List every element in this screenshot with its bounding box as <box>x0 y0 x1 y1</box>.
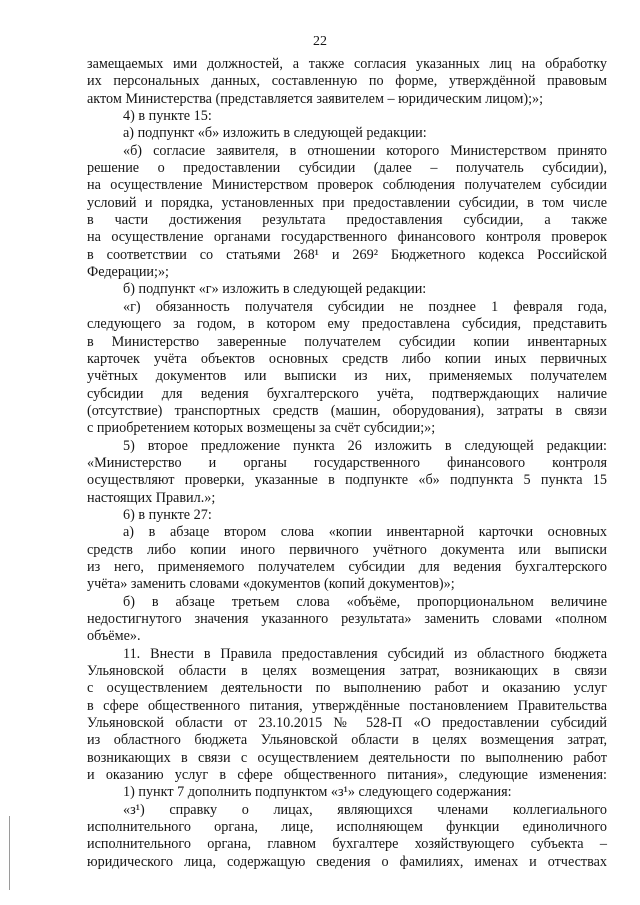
text-line: учётных документов или выписки из них, применяемых получателем <box>87 368 607 385</box>
text-line: исполнительного органа, лице, исполняющем функции единоличного <box>87 819 607 836</box>
text-line: в соответствии со статьями 268¹ и 269² Бюджетного кодекса Российской <box>87 246 607 263</box>
document-body <box>87 56 607 871</box>
text-line: 11. Внести в Правила предоставления субсидий из областного бюджета <box>123 645 607 662</box>
text-line: на осуществление Министерством проверок соблюдения получателем субсидии <box>87 177 607 194</box>
text-line: актом Министерства (представляется заявителем – юридическим лицом);»; <box>87 90 544 107</box>
text-line: исполнительного органа, главном бухгалтере хозяйствующего субъекта – <box>87 836 607 853</box>
text-line: «Министерство и органы государственного финансового контроля <box>87 454 607 471</box>
text-line: их персональных данных, составленную по форме, утверждённой правовым <box>87 73 607 90</box>
text-line: условий и порядка, установленных при предоставлении субсидии, в том числе <box>87 194 607 211</box>
text-line: в части достижения результата предоставления субсидии, а также <box>87 212 607 229</box>
text-line: и оказанию услуг в сфере общественного питания», следующие изменения: <box>87 767 607 784</box>
text-line: 5) второе предложение пункта 26 изложить в следующей редакции: <box>123 437 607 454</box>
text-line: «г) обязанность получателя субсидии не позднее 1 февраля года, <box>123 298 607 315</box>
text-line: 4) в пункте 15: <box>123 108 212 125</box>
text-line: Ульяновской области от 23.10.2015 № 528-П «О предоставлении субсидий <box>87 715 607 732</box>
text-line: б) подпункт «г» изложить в следующей редакции: <box>123 281 427 298</box>
scan-edge-mark <box>9 816 10 890</box>
text-line: с приобретением которых возмещены за счёт субсидии;»; <box>87 420 436 437</box>
text-line: юридического лица, содержащую сведения о фамилиях, именах и отчествах <box>87 853 607 870</box>
text-line: Федерации;»; <box>87 264 169 281</box>
text-line: карточек учёта объектов основных средств либо копии иных первичных <box>87 350 607 367</box>
text-line: с осуществлением деятельности по выполнению работ и оказанию услуг <box>87 680 607 697</box>
text-line: «б) согласие заявителя, в отношении которого Министерством принято <box>123 142 607 159</box>
text-line: учёта» заменить словами «документов (копий документов)»; <box>87 576 455 593</box>
text-line: следующего за годом, в котором ему предоставлена субсидия, представить <box>87 316 607 333</box>
text-line: замещаемых ими должностей, а также согласия указанных лиц на обработку <box>87 56 607 72</box>
text-line: 1) пункт 7 дополнить подпунктом «з¹» следующего содержания: <box>123 784 512 801</box>
text-line: недостигнутого значения указанного результата» заменить словами «полном <box>87 611 607 627</box>
text-line: из него, применяемого получателем субсидии для ведения бухгалтерского <box>87 558 607 575</box>
text-line: Ульяновской области в целях возмещения затрат, возникающих в связи <box>87 663 607 680</box>
page-number: 22 <box>313 34 327 49</box>
text-line: осуществляют проверки, указанные в подпункте «б» подпункта 5 пункта 15 <box>87 472 607 489</box>
text-line: на осуществление органами государственного финансового контроля проверок <box>87 229 607 246</box>
text-line: 6) в пункте 27: <box>123 506 212 523</box>
text-line: «з¹) справку о лицах, являющихся членами коллегиального <box>123 801 607 818</box>
text-line: субсидии для ведения бухгалтерского учёта, подтверждающих наличие <box>87 385 607 402</box>
text-line: из областного бюджета Ульяновской области в целях возмещения затрат, <box>87 732 607 749</box>
text-line: объёме». <box>87 628 141 645</box>
text-line: а) в абзаце втором слова «копии инвентарной карточки основных <box>123 524 607 541</box>
text-line: в сфере общественного питания, утверждённые постановлением Правительства <box>87 697 607 714</box>
text-line: средств либо копии иного первичного учётного документа или выписки <box>87 541 607 558</box>
text-line: возникающих в связи с осуществлением деятельности по выполнению работ <box>87 749 607 766</box>
text-line: в Министерство заверенные получателем субсидии копии инвентарных <box>87 333 607 350</box>
text-line: б) в абзаце третьем слова «объёме, пропорциональном величине <box>123 593 607 610</box>
text-line: решение о предоставлении субсидии (далее – получатель субсидии), <box>87 160 607 177</box>
text-line: настоящих Правил.»; <box>87 489 216 506</box>
text-line: а) подпункт «б» изложить в следующей редакции: <box>123 125 427 142</box>
text-line: (отсутствие) транспортных средств (машин, оборудования), затраты в связи <box>87 402 607 419</box>
